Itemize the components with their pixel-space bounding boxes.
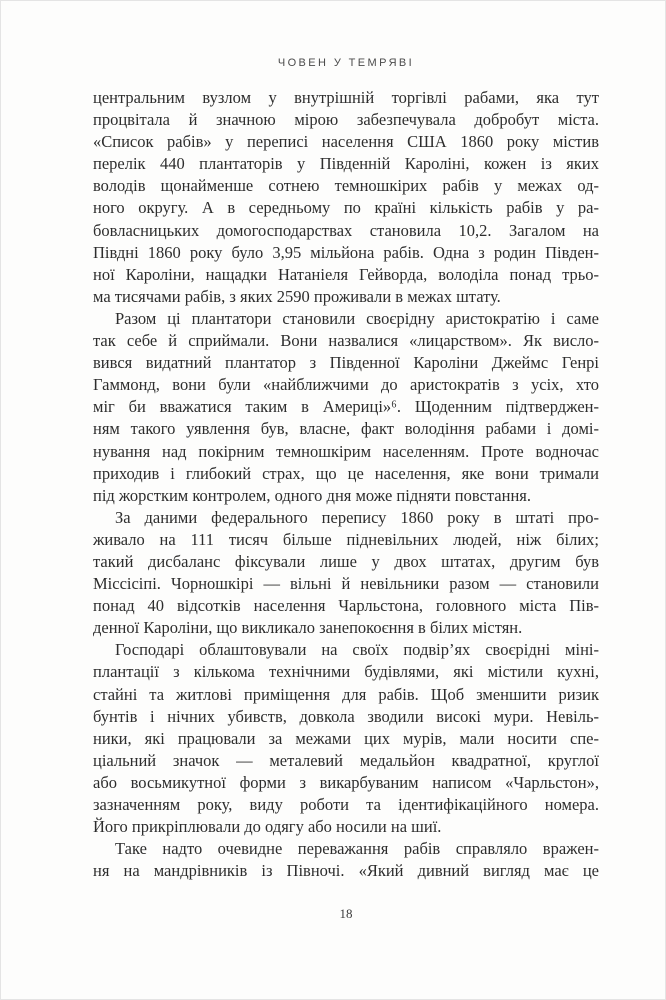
paragraph [93, 639, 599, 838]
text-line: приходив і глибокий страх, що це населення, яке вони тримали [93, 463, 599, 483]
text-line: міг би вважатися таким в Америці»⁶. Щоденним підтверджен- [93, 397, 599, 417]
text-line: ня на мандрівників із Півночі. «Який дивний вигляд має це [93, 861, 599, 881]
text-line: стайні та житлові приміщення для рабів. Щоб зменшити ризик [93, 684, 599, 704]
text-line: вився видатний плантатор з Південної Кароліни Джеймс Генрі [93, 353, 599, 373]
text-line: процвітала й значною мірою забезпечувала добробут міста. [93, 110, 599, 130]
text-line: ма тисячами рабів, з яких 2590 проживали в межах штату. [93, 286, 501, 306]
text-line: За даними федерального перепису 1860 року в штаті про- [115, 507, 599, 527]
text-line: ної Кароліни, нащадки Натаніеля Гейворда, володіла понад трьо- [93, 264, 599, 284]
paragraph [93, 87, 599, 308]
text-line: зазначенням року, виду роботи та ідентифікаційного номера. [93, 795, 599, 814]
text-line: Гаммонд, вони були «найближчими до аристократів з усіх, хто [93, 375, 599, 395]
text-line: ням такого уявлення був, власне, факт володіння рабами і домі- [93, 419, 599, 439]
text-line: центральним вузлом у внутрішній торгівлі рабами, яка тут [93, 88, 599, 107]
text-line: або восьмикутної форми з викарбуваним написом «Чарльстон», [93, 772, 599, 792]
paragraph [93, 507, 599, 640]
text-line: ного округу. А в середньому по країні кількість рабів у ра- [93, 198, 599, 218]
text-line: під жорстким контролем, одного дня може підняти повстання. [93, 485, 532, 505]
text-line: Господарі облаштовували на своїх подвір’ях своєрідні міні- [115, 640, 599, 660]
text-line: Його прикріплювали до одягу або носили на шиї. [93, 817, 442, 837]
text-line: володів щонайменше сотнею темношкірих рабів у межах од- [93, 176, 599, 196]
text-line: Міссісіпі. Чорношкірі — вільні й невільники разом — становили [93, 574, 599, 594]
page-number: 18 [339, 906, 353, 921]
text-line: денної Кароліни, що викликало занепокоєння в білих містян. [93, 618, 523, 638]
text-line: бовласницьких домогосподарствах становила 10,2. Загалом на [93, 220, 599, 240]
paragraph [93, 838, 599, 882]
text-line: плантації з кількома технічними будівлями, які містили кухні, [93, 662, 599, 682]
text-line: Таке надто очевидне переважання рабів справляло вражен- [115, 839, 599, 859]
text-line: такий дисбаланс фіксували лише у двох штатах, другим був [93, 551, 599, 571]
text-line: Разом ці плантатори становили своєрідну аристократію і саме [115, 308, 599, 328]
paragraph [93, 308, 599, 507]
page-body-text [93, 87, 599, 882]
text-line: «Список рабів» у переписі населення США 1860 року містив [93, 132, 599, 152]
text-line: так себе й сприймали. Вони назвалися «лицарством». Як висло- [93, 331, 599, 351]
text-line: Півдні 1860 року було 3,95 мільйона рабів. Одна з родин Півден- [93, 242, 599, 262]
text-line: перелік 440 плантаторів у Південній Кароліні, кожен із яких [93, 154, 599, 174]
text-line: понад 40 відсотків населення Чарльстона, головного міста Пів- [93, 596, 599, 616]
text-line: бунтів і нічних убивств, довкола зводили високі мури. Невіль- [93, 706, 599, 726]
text-line: живало на 111 тисяч більше підневільних людей, ніж білих; [93, 529, 599, 549]
text-line: нування над покірним темношкірим населенням. Проте водночас [93, 441, 599, 461]
text-line: ники, які працювали за межами цих мурів, мали носити спе- [93, 728, 599, 748]
text-line: ціальний значок — металевий медальйон квадратної, круглої [93, 750, 599, 770]
running-header: ЧОВЕН У ТЕМРЯВІ [277, 57, 415, 69]
